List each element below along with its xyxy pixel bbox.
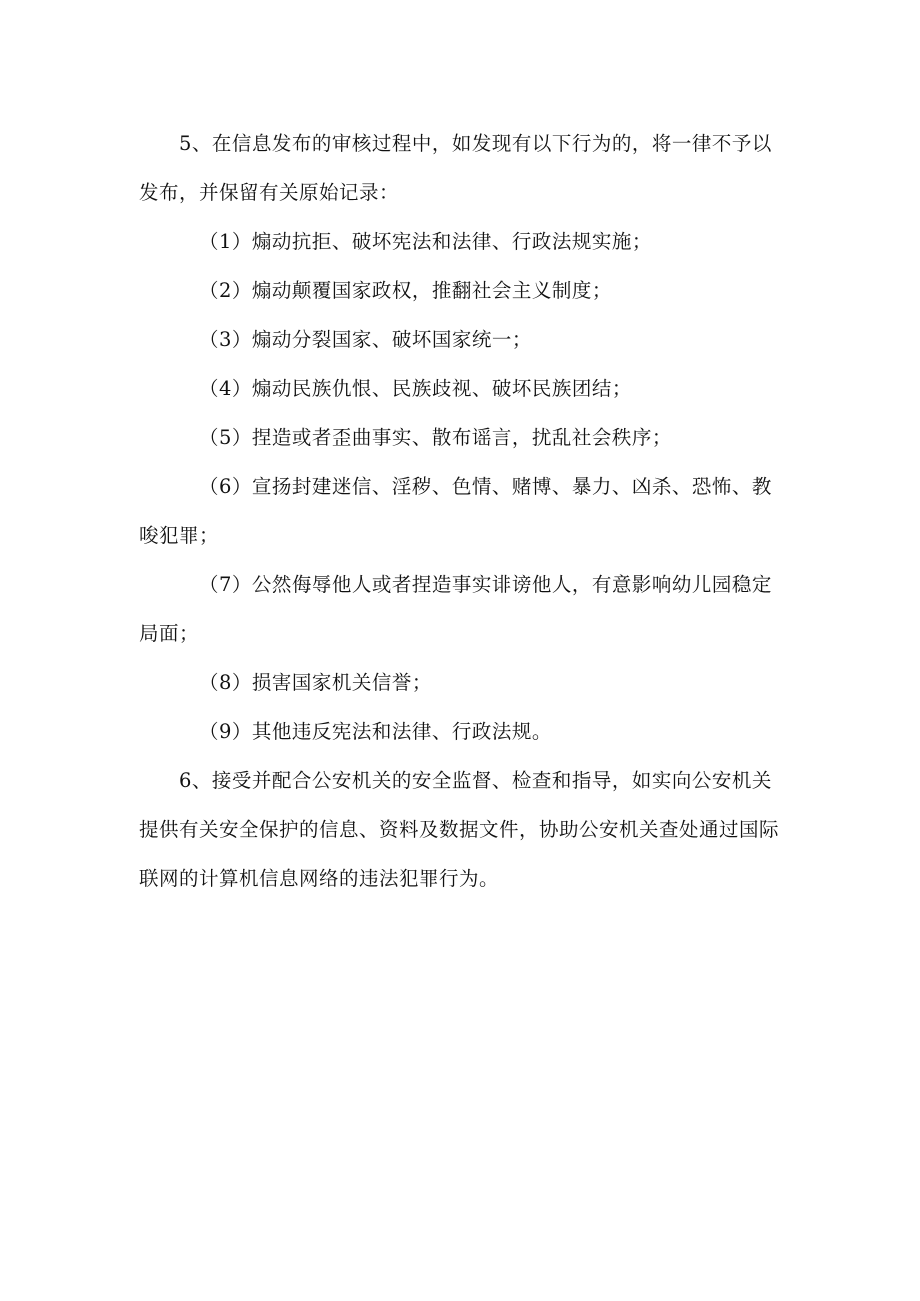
list-item-4: （4）煽动民族仇恨、民族歧视、破坏民族团结； [199,377,632,400]
list-item-2: （2）煽动颠覆国家政权，推翻社会主义制度； [199,279,612,302]
document-body [139,119,790,903]
list-item-6: （6）宣扬封建迷信、淫秽、色情、赌博、暴力、凶杀、恐怖、教唆犯罪； [139,475,772,547]
paragraph-6: 6、接受并配合公安机关的安全监督、检查和指导，如实向公安机关提供有关安全保护的信息、资料及数据文件，协助公安机关查处通过国际联网的计算机信息网络的违法犯罪行为。 [139,769,780,890]
list-item-5: （5）捏造或者歪曲事实、散布谣言，扰乱社会秩序； [199,426,672,449]
list-item-7: （7）公然侮辱他人或者捏造事实诽谤他人，有意影响幼儿园稳定局面； [139,573,772,645]
list-item-1: （1）煽动抗拒、破坏宪法和法律、行政法规实施； [199,230,652,253]
list-item-9: （9）其他违反宪法和法律、行政法规。 [199,720,552,743]
list-item-3: （3）煽动分裂国家、破坏国家统一； [199,328,532,351]
paragraph-5: 5、在信息发布的审核过程中，如发现有以下行为的，将一律不予以发布，并保留有关原始记录： [139,132,772,204]
list-item-8: （8）损害国家机关信誉； [199,671,432,694]
